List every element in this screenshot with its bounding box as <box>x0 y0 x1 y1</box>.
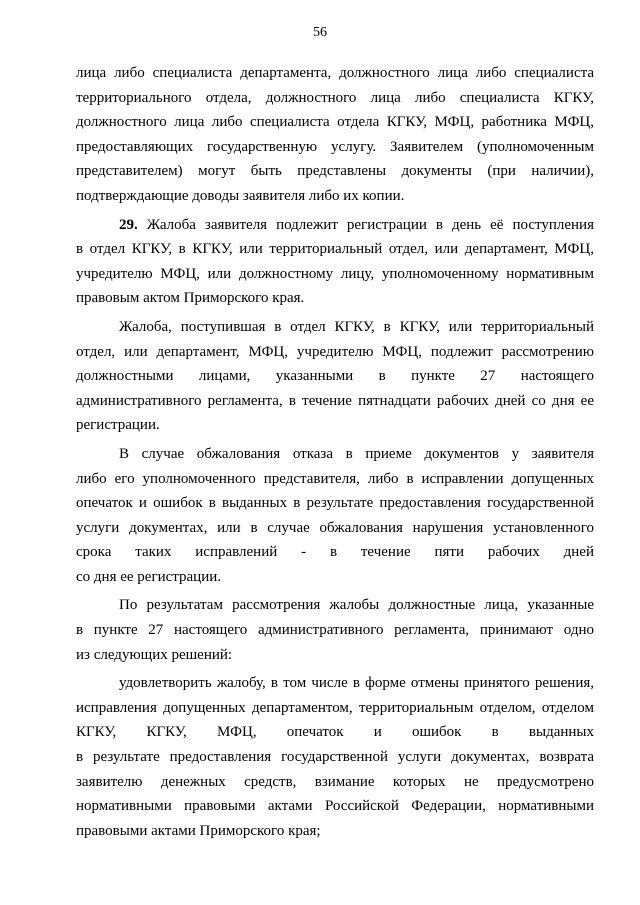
text-line: В случае обжалования отказа в приеме документов у заявителя <box>119 445 594 462</box>
text-line: предоставляющих государственную услугу. Заявителем (уполномоченным <box>76 138 594 155</box>
text-line: должностными лицами, указанными в пункте 27 настоящего <box>76 368 594 385</box>
text-line: срока таких исправлений - в течение пяти рабочих дней <box>76 544 594 561</box>
text-line: Жалоба, поступившая в отдел КГКУ, в КГКУ, или территориальный <box>119 318 594 335</box>
document-body <box>76 61 594 843</box>
paragraph-appeal-refusal <box>76 442 594 590</box>
text-line: правовыми актами Приморского края; <box>76 822 321 839</box>
text-line: По результатам рассмотрения жалобы должностные лица, указанные <box>119 597 594 614</box>
text-line: услуги документах, или в случае обжалования нарушения установленного <box>76 519 594 536</box>
text-line: лица либо специалиста департамента, должностного лица либо специалиста <box>76 65 594 81</box>
text-line: нормативными правовыми актами Российской Федерации, нормативными <box>76 798 594 815</box>
text-line: из следующих решений: <box>76 646 233 663</box>
text-line: представителем) могут быть представлены документы (при наличии), <box>76 163 594 180</box>
text-line: со дня ее регистрации. <box>76 568 222 585</box>
text-line: регистрации. <box>76 417 160 434</box>
text-line: административного регламента, в течение пятнадцати рабочих дней со дня ее <box>76 392 594 409</box>
paragraph-satisfy-complaint <box>76 671 594 843</box>
text-line: в результате предоставления государственной услуги документах, возврата <box>76 749 594 766</box>
clause-number: 29. <box>119 216 138 233</box>
text-line: либо его уполномоченного представителя, либо в исправлении допущенных <box>76 470 594 487</box>
paragraph-review-results <box>76 593 594 667</box>
text-line: удовлетворить жалобу, в том числе в форме отмены принятого решения, <box>119 675 594 692</box>
text-line: исправления допущенных департаментом, территориальным отделом, отделом <box>76 699 594 716</box>
text-line: опечаток и ошибок в выданных в результате предоставления государственной <box>76 495 594 512</box>
text-line: правовым актом Приморского края. <box>76 290 305 307</box>
paragraph-29 <box>76 213 594 311</box>
text-line: заявителю денежных средств, взимание которых не предусмотрено <box>76 773 594 790</box>
text-line <box>76 213 594 238</box>
text-fragment: Жалоба заявителя подлежит регистрации в день её поступления <box>137 216 594 233</box>
text-line: в пункте 27 настоящего административного регламента, принимают одно <box>76 622 594 639</box>
text-line: в отдел КГКУ, в КГКУ, или территориальный отдел, или департамент, МФЦ, <box>76 241 594 258</box>
text-line: подтверждающие доводы заявителя либо их копии. <box>76 187 405 204</box>
text-line: отдел, или департамент, МФЦ, учредителю МФЦ, подлежит рассмотрению <box>76 343 594 360</box>
text-line: территориального отдела, должностного лица либо специалиста КГКУ, <box>76 89 594 106</box>
text-line: КГКУ, КГКУ, МФЦ, опечаток и ошибок в выданных <box>76 724 594 741</box>
paragraph-continuation <box>76 61 594 209</box>
page-number: 56 <box>313 25 327 40</box>
paragraph-complaint-received <box>76 315 594 438</box>
text-line: учредителю МФЦ, или должностному лицу, уполномоченному нормативным <box>76 265 594 282</box>
text-line: должностного лица либо специалиста отдела КГКУ, МФЦ, работника МФЦ, <box>76 114 594 131</box>
